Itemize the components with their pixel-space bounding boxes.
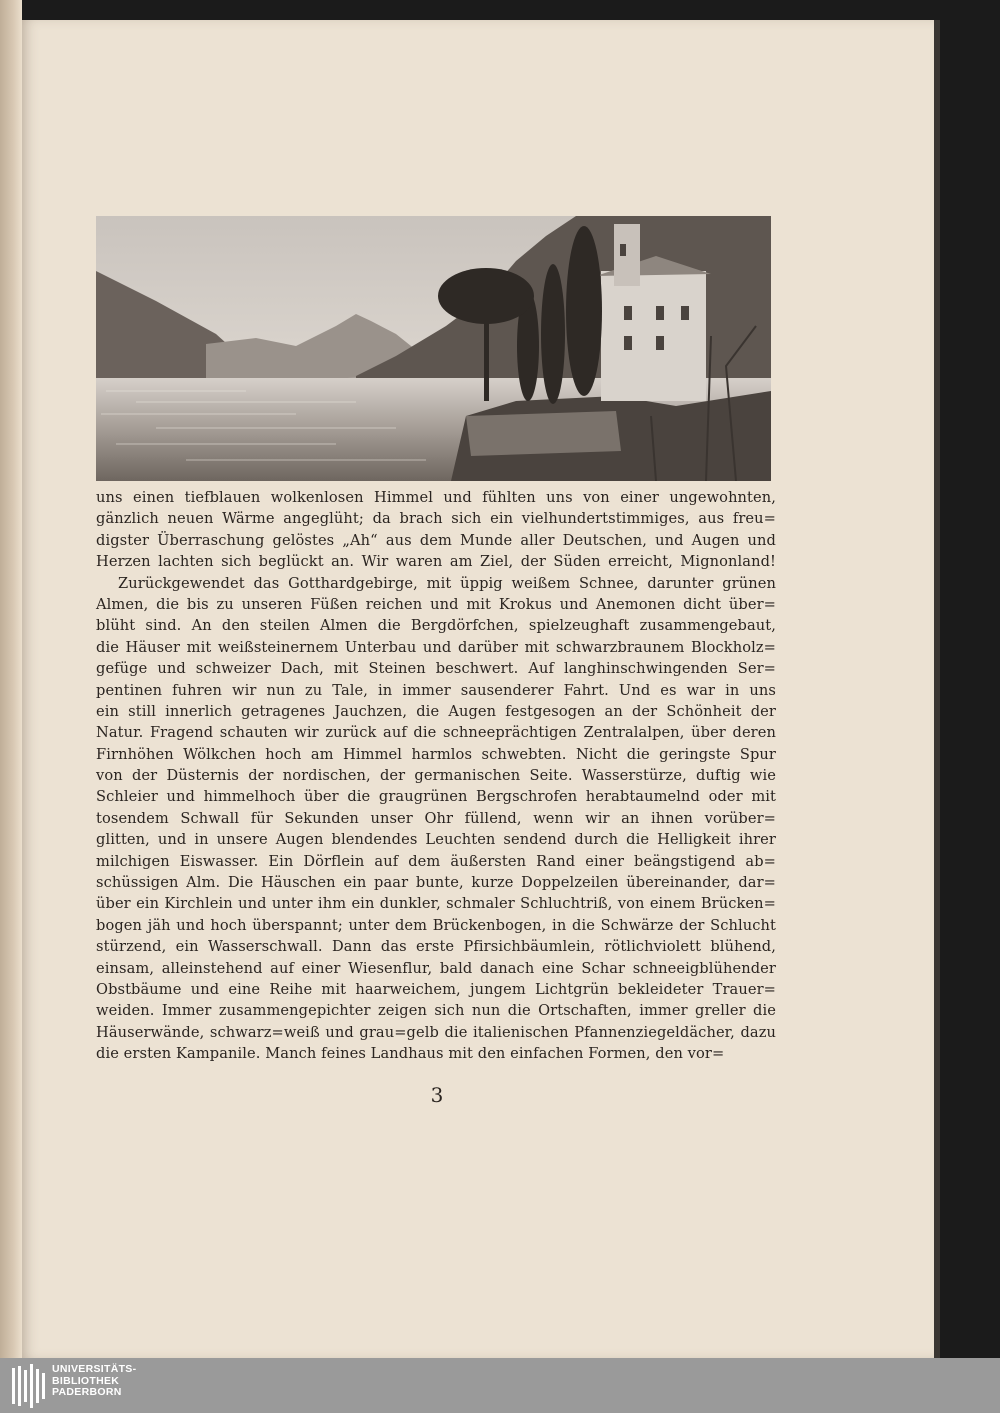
library-name-line: PADERBORN	[52, 1386, 122, 1398]
library-logo-icon	[10, 1364, 46, 1408]
text-line: uns einen tiefblauen wolkenlosen Himmel und fühlten uns von einer ungewohnten,	[96, 489, 776, 506]
text-line: Firnhöhen Wölkchen hoch am Himmel harmlos schwebten. Nicht die geringste Spur	[96, 745, 776, 763]
text-line: pentinen fuhren wir nun zu Tale, in immer sausenderer Fahrt. Und es war in uns	[96, 681, 776, 699]
lake-landscape-photo	[96, 216, 771, 481]
text-line: Almen, die bis zu unseren Füßen reichen und mit Krokus und Anemonen dicht über=	[96, 595, 776, 613]
library-name-line: UNIVERSITÄTS-	[52, 1363, 137, 1375]
text-line: gänzlich neuen Wärme angeglüht; da brach sich ein vielhundertstimmiges, aus freu=	[96, 510, 776, 528]
page-number: 3	[430, 1083, 444, 1107]
text-line: milchigen Eiswasser. Ein Dörflein auf dem äußersten Rand einer beängstigend ab=	[96, 852, 776, 870]
text-line: die ersten Kampanile. Manch feines Landhaus mit den einfachen Formen, den vor=	[96, 1045, 725, 1063]
text-line: einsam, alleinstehend auf einer Wiesenflur, bald danach eine Schar schneeigblühender	[96, 959, 776, 977]
text-line: glitten, und in unsere Augen blendendes Leuchten sendend durch die Helligkeit ihrer	[96, 831, 776, 849]
text-line: Schleier und himmelhoch über die graugrünen Bergschrofen herabtaumelnd oder mit	[96, 788, 776, 806]
text-line: ein still innerlich getragenes Jauchzen, die Augen festgesogen an der Schönheit der	[96, 702, 776, 720]
text-line: Häuserwände, schwarz=weiß und grau=gelb die italienischen Pfannenziegeldächer, dazu	[96, 1023, 776, 1041]
text-line: tosendem Schwall für Sekunden unser Ohr füllend, wenn wir an ihnen vorüber=	[96, 809, 776, 827]
library-name-line: BIBLIOTHEK	[52, 1374, 120, 1387]
text-line: stürzend, ein Wasserschwall. Dann das erste Pfirsichbäumlein, rötlichviolett blühend,	[96, 938, 776, 956]
text-line: gefüge und schweizer Dach, mit Steinen beschwert. Auf langhinschwingenden Ser=	[96, 660, 776, 678]
text-line: Zurückgewendet das Gotthardgebirge, mit üppig weißem Schnee, darunter grünen	[118, 574, 776, 592]
library-name	[52, 1364, 136, 1399]
text-line: über ein Kirchlein und unter ihm ein dunkler, schmaler Schluchtriß, von einem Brücken=	[96, 895, 776, 913]
text-line: Herzen lachten sich beglückt an. Wir waren am Ziel, der Süden erreicht, Mignonland!	[96, 553, 776, 571]
text-line: bogen jäh und hoch überspannt; unter dem Brückenbogen, in die Schwärze der Schlucht	[96, 916, 776, 934]
text-line: die Häuser mit weißsteinernem Unterbau und darüber mit schwarzbraunem Blockholz=	[96, 638, 776, 656]
text-line: blüht sind. An den steilen Almen die Bergdörfchen, spielzeughaft zusammengebaut,	[96, 617, 776, 635]
text-line: schüssigen Alm. Die Häuschen ein paar bunte, kurze Doppelzeilen übereinander, dar=	[96, 874, 776, 892]
page-edge-shadow	[934, 20, 940, 1358]
text-line: Obstbäume und eine Reihe mit haarweichem, jungem Lichtgrün bekleideter Trauer=	[96, 980, 776, 998]
text-line: Natur. Fragend schauten wir zurück auf die schneeprächtigen Zentralalpen, über deren	[96, 724, 776, 742]
text-line: digster Überraschung gelöstes „Ah“ aus dem Munde aller Deutschen, und Augen und	[96, 531, 776, 549]
text-line: von der Düsternis der nordischen, der germanischen Seite. Wasserstürze, duftig wie	[96, 767, 776, 785]
text-line: weiden. Immer zusammengepichter zeigen sich nun die Ortschaften, immer greller die	[96, 1002, 776, 1020]
library-footer	[0, 1358, 1000, 1413]
body-text	[96, 487, 776, 1065]
left-page-edge	[0, 0, 22, 1358]
